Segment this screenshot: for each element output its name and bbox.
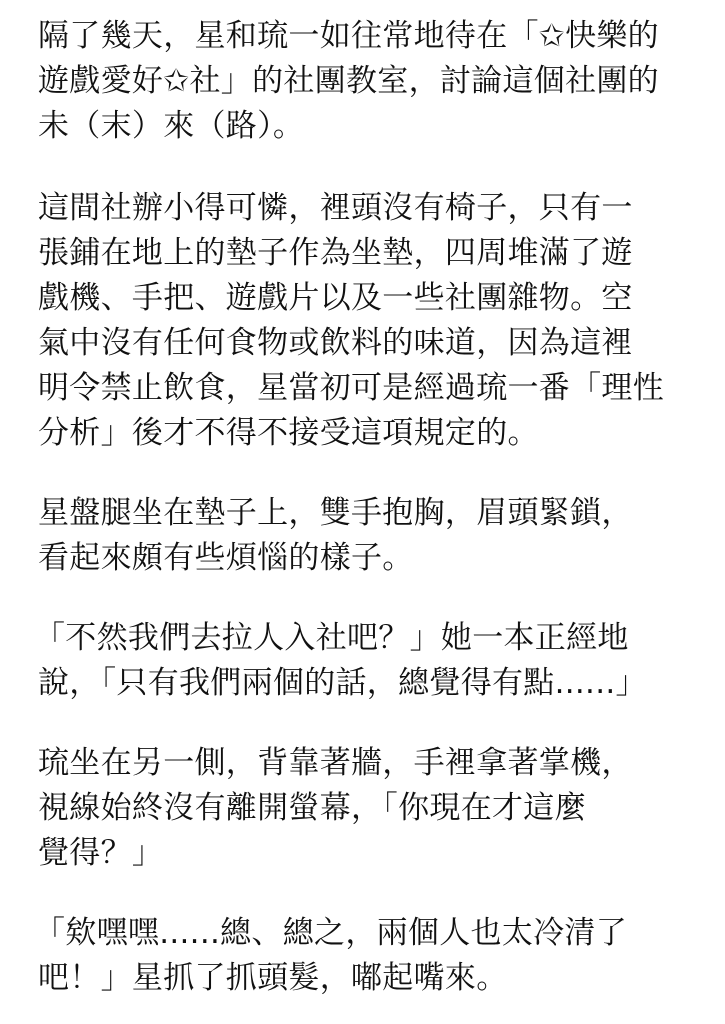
text-line: 氣中沒有任何食物或飲料的味道，因為這裡 bbox=[38, 325, 633, 361]
text-line: 分析」後才不得不接受這項規定的。 bbox=[38, 415, 539, 451]
text-line: 星盤腿坐在墊子上，雙手抱胸，眉頭緊鎖， bbox=[38, 495, 633, 531]
text-line: 視線始終沒有離開螢幕，「你現在才這麼 bbox=[38, 790, 586, 826]
text-line: 「欸嘿嘿......總、總之，兩個人也太冷清了 bbox=[34, 915, 628, 951]
text-line: 張鋪在地上的墊子作為坐墊，四周堆滿了遊 bbox=[38, 235, 633, 271]
text-line: 未（末）來（路）。 bbox=[38, 108, 305, 144]
text-line: 遊戲愛好✩社」的社團教室，討論這個社團的 bbox=[38, 63, 659, 99]
text-line: 隔了幾天，星和琉一如往常地待在「✩快樂的 bbox=[38, 18, 659, 54]
text-line: 明令禁止飲食，星當初可是經過琉一番「理性 bbox=[38, 370, 664, 406]
text-line: 說，「只有我們兩個的話，總覺得有點......」 bbox=[38, 665, 647, 701]
text-line: 看起來頗有些煩惱的樣子。 bbox=[38, 540, 414, 576]
text-line: 覺得？」 bbox=[38, 835, 164, 871]
text-line: 吧！」星抓了抓頭髮，嘟起嘴來。 bbox=[38, 960, 508, 996]
text-line: 這間社辦小得可憐，裡頭沒有椅子，只有一 bbox=[38, 190, 633, 226]
text-line: 琉坐在另一側，背靠著牆，手裡拿著掌機， bbox=[38, 745, 633, 781]
text-line: 戲機、手把、遊戲片以及一些社團雜物。空 bbox=[38, 280, 633, 316]
text-line: 「不然我們去拉人入社吧？」她一本正經地 bbox=[34, 620, 629, 656]
